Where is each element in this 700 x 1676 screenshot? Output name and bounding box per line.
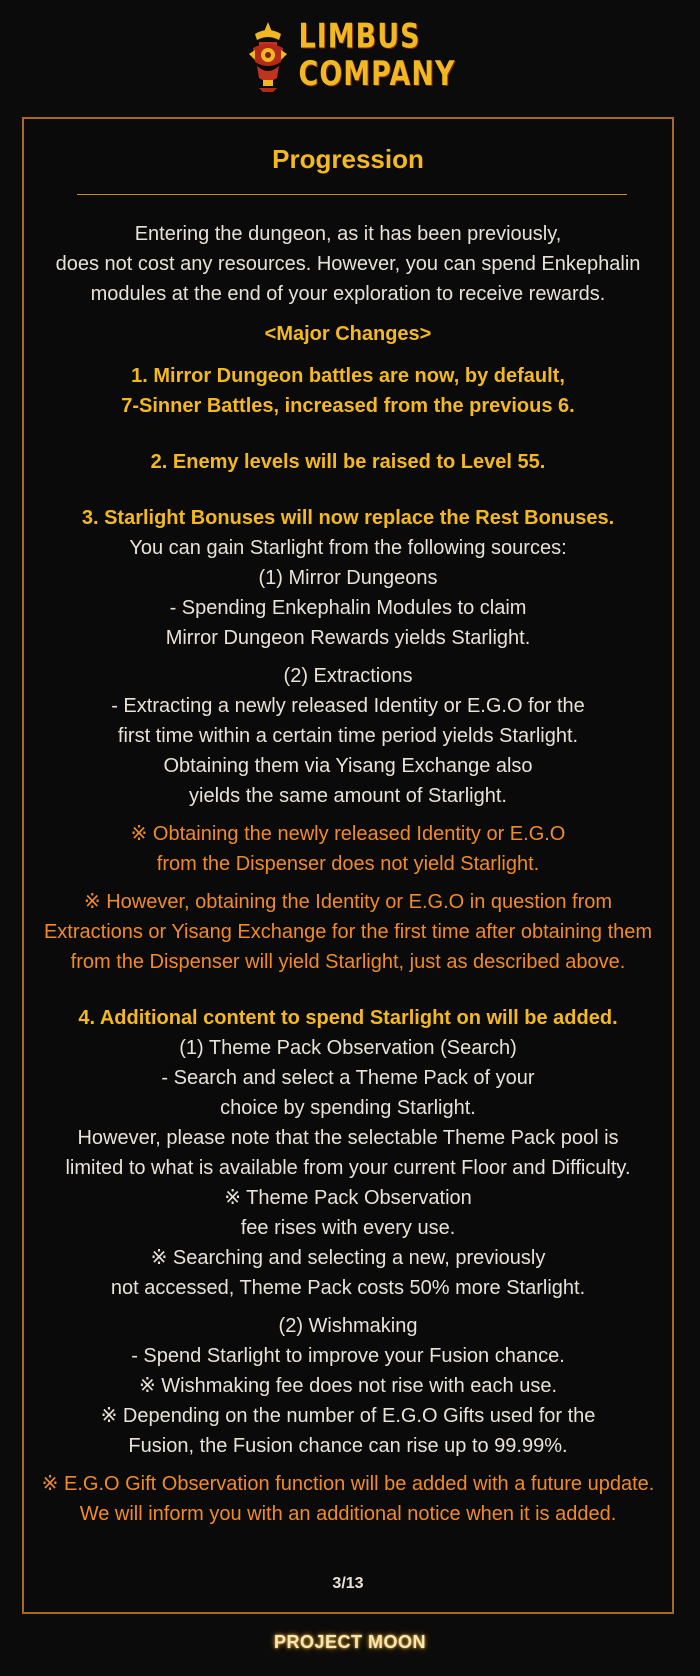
notice-line: 3. Starlight Bonuses will now replace the Rest Bonuses. <box>81 507 615 529</box>
notice-paragraph <box>24 533 672 653</box>
notice-paragraph <box>24 1469 672 1529</box>
notice-line: from the Dispenser does not yield Starlight. <box>156 853 540 875</box>
notice-line: ※ Searching and selecting a new, previously <box>150 1247 546 1269</box>
page-number: 3/13 <box>332 1575 364 1592</box>
notice-paragraph <box>24 1003 672 1033</box>
title-divider <box>77 194 627 195</box>
notice-paragraph <box>24 503 672 533</box>
notice-line: - Spending Enkephalin Modules to claim <box>169 597 527 619</box>
notice-line: 7-Sinner Battles, increased from the previous 6. <box>121 395 575 417</box>
notice-line: <Major Changes> <box>264 323 432 345</box>
notice-line: Mirror Dungeon Rewards yields Starlight. <box>165 627 531 649</box>
notice-paragraph <box>24 447 672 477</box>
notice-paragraph <box>24 361 672 421</box>
notice-paragraph <box>24 319 672 349</box>
notice-paragraph <box>24 887 672 977</box>
notice-paragraph <box>24 1033 672 1303</box>
page-title: Progression <box>272 144 424 174</box>
notice-line: ※ E.G.O Gift Observation function will be added with a future update. <box>41 1473 655 1495</box>
limbus-company-logo <box>245 18 456 94</box>
notice-body <box>24 219 672 1529</box>
header-logo-area <box>0 14 700 98</box>
notice-line: fee rises with every use. <box>240 1217 456 1239</box>
notice-line: However, please note that the selectable Theme Pack pool is <box>77 1127 619 1149</box>
notice-line: (1) Theme Pack Observation (Search) <box>179 1037 517 1059</box>
logo-line-2: COMPANY <box>298 54 456 94</box>
notice-line: modules at the end of your exploration to receive rewards. <box>90 283 606 305</box>
notice-paragraph <box>24 661 672 811</box>
notice-line: 4. Additional content to spend Starlight on will be added. <box>78 1007 618 1029</box>
notice-line: from the Dispenser will yield Starlight, just as described above. <box>70 951 626 973</box>
notice-line: limited to what is available from your current Floor and Difficulty. <box>65 1157 631 1179</box>
notice-line: 1. Mirror Dungeon battles are now, by default, <box>131 365 565 387</box>
notice-line: - Spend Starlight to improve your Fusion chance. <box>131 1345 565 1367</box>
notice-line: - Extracting a newly released Identity or E.G.O for the <box>111 695 585 717</box>
notice-line: Entering the dungeon, as it has been previously, <box>134 223 562 245</box>
notice-line: (2) Extractions <box>283 665 413 687</box>
notice-line: Obtaining them via Yisang Exchange also <box>163 755 533 777</box>
notice-line: ※ However, obtaining the Identity or E.G.O in question from <box>83 891 613 913</box>
logo-wordmark <box>299 19 456 94</box>
notice-paragraph <box>24 1311 672 1461</box>
notice-line: ※ Wishmaking fee does not rise with each use. <box>138 1375 558 1397</box>
notice-line: 2. Enemy levels will be raised to Level 55. <box>150 451 546 473</box>
project-moon-footer: PROJECT MOON <box>273 1632 426 1652</box>
notice-line: Fusion, the Fusion chance can rise up to 99.99%. <box>128 1435 568 1457</box>
logo-line-1: LIMBUS <box>298 17 421 56</box>
notice-line: ※ Depending on the number of E.G.O Gifts used for the <box>100 1405 596 1427</box>
notice-line: ※ Theme Pack Observation <box>224 1187 472 1209</box>
notice-line: (1) Mirror Dungeons <box>258 567 438 589</box>
notice-line: yields the same amount of Starlight. <box>189 785 507 807</box>
notice-paragraph <box>24 219 672 309</box>
notice-line: not accessed, Theme Pack costs 50% more Starlight. <box>110 1277 586 1299</box>
notice-line: does not cost any resources. However, you can spend Enkephalin <box>55 253 641 275</box>
notice-line: You can gain Starlight from the following sources: <box>129 537 567 559</box>
notice-line: Extractions or Yisang Exchange for the first time after obtaining them <box>43 921 653 943</box>
notice-panel <box>22 117 674 1614</box>
notice-line: ※ Obtaining the newly released Identity or E.G.O <box>130 823 566 845</box>
notice-line: first time within a certain time period yields Starlight. <box>117 725 579 747</box>
lantern-emblem-icon <box>245 18 291 94</box>
notice-line: We will inform you with an additional notice when it is added. <box>79 1503 617 1525</box>
notice-line: choice by spending Starlight. <box>220 1097 476 1119</box>
notice-line: (2) Wishmaking <box>278 1315 418 1337</box>
notice-line: - Search and select a Theme Pack of your <box>161 1067 535 1089</box>
notice-paragraph <box>24 819 672 879</box>
